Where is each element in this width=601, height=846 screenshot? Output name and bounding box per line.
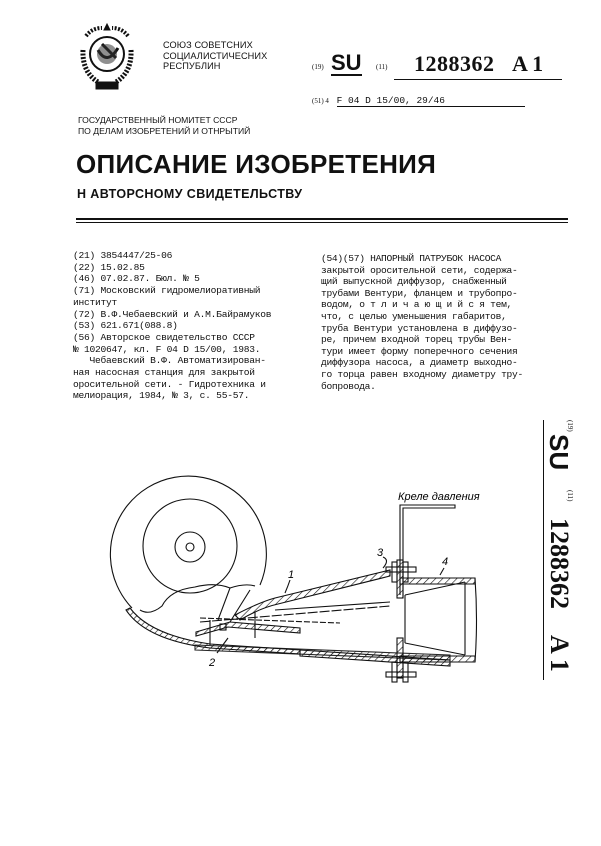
abstract (321, 253, 591, 392)
label-1: 1 (288, 569, 295, 581)
abstract-line: труба Вентури установлена в диффузо- (321, 322, 518, 334)
union-line: СОЮЗ СОВЕТСНИХ (163, 40, 253, 50)
union-line: РЕСПУБЛИН (163, 61, 221, 71)
biblio-line: (71) Московский гидромелиоративный (73, 285, 261, 297)
country-code: SU (544, 434, 574, 471)
committee-name (78, 115, 250, 136)
label-3: 3 (377, 547, 384, 559)
pub-code-label: (19) (312, 63, 324, 71)
abstract-line: закрытой оросительной сети, содержа- (321, 264, 518, 276)
pub-code-label: (19) (566, 420, 574, 432)
biblio-line: (46) 07.02.87. Бюл. № 5 (73, 273, 200, 285)
patent-kind: A 1 (545, 635, 574, 672)
patent-number: 1288362 (414, 51, 495, 76)
label-4: 4 (442, 556, 449, 568)
abstract-line: тури имеет форму поперечного сечения (321, 345, 518, 357)
technical-drawing (100, 440, 550, 700)
label-2: 2 (209, 657, 216, 669)
abstract-line: водом, о т л и ч а ю щ и й с я тем, (321, 299, 513, 311)
pub-num-label: (11) (566, 490, 574, 502)
divider (394, 79, 562, 80)
union-name (163, 40, 267, 72)
biblio-line: (21) 3854447/25-06 (73, 250, 173, 261)
abstract-line: (54)(57) НАПОРНЫЙ ПАТРУБОК НАСОСА (321, 253, 502, 264)
ipc-label: (51) 4 (312, 97, 329, 105)
ipc-classification (312, 95, 562, 107)
biblio-line: (53) 621.671(088.8) (73, 320, 178, 332)
biblio-line: институт (73, 296, 118, 308)
abstract-line: диффузора насоса, а диаметр выходно- (321, 357, 518, 369)
biblio-line: Чебаевский В.Ф. Автоматизирован- (73, 355, 266, 367)
abstract-line: щий выпускной диффузор, снабженный (321, 276, 507, 288)
biblio-line: (22) 15.02.85 (73, 261, 145, 273)
pub-num-label: (11) (376, 63, 388, 71)
divider (76, 218, 568, 220)
patent-kind: A 1 (512, 51, 544, 76)
biblio-line: (72) В.Ф.Чебаевский и А.М.Байрамуков (73, 308, 272, 320)
bibliographic-data (73, 250, 318, 402)
biblio-line: оросительной сети. - Гидротехника и (73, 378, 266, 390)
abstract-line: ре, причем входной торец трубы Вен- (321, 334, 513, 346)
document-title: ОПИСАНИЕ ИЗОБРЕТЕНИЯ (76, 149, 437, 179)
abstract-line: го торца равен входному диаметру тру- (321, 368, 523, 380)
committee-line: ГОСУДАРСТВЕННЫЙ НОМИТЕТ СССР (78, 115, 238, 125)
ussr-emblem-icon (78, 20, 136, 94)
biblio-line: (56) Авторское свидетельство СССР (73, 331, 255, 343)
biblio-line: № 1020647, кл. F 04 D 15/00, 1983. (73, 343, 261, 355)
abstract-line: что, с целью уменьшения габаритов, (321, 310, 507, 322)
biblio-line: ная насосная станция для закрытой (73, 367, 255, 379)
abstract-line: трубами Вентури, фланцем и трубопро- (321, 287, 518, 299)
country-code: SU (331, 50, 362, 75)
committee-line: ПО ДЕЛАМ ИЗОБРЕТЕНИЙ И ОТНРЫТИЙ (78, 125, 251, 136)
biblio-line: мелиорация, 1984, № 3, с. 55-57. (73, 390, 250, 402)
divider (76, 222, 568, 223)
publication-number-block (312, 50, 560, 84)
abstract-line: бопровода. (321, 380, 376, 392)
pressure-relay-caption: Креле давления (398, 491, 480, 503)
document-subtitle: Н АВТОРСНОМУ СВИДЕТЕЛЬСТВУ (77, 187, 303, 201)
ipc-value: F 04 D 15/00, 29/46 (337, 95, 525, 107)
union-line: СОЦИАЛИСТИЧЕСНИХ (163, 50, 268, 61)
patent-number: 1288362 (545, 518, 574, 609)
